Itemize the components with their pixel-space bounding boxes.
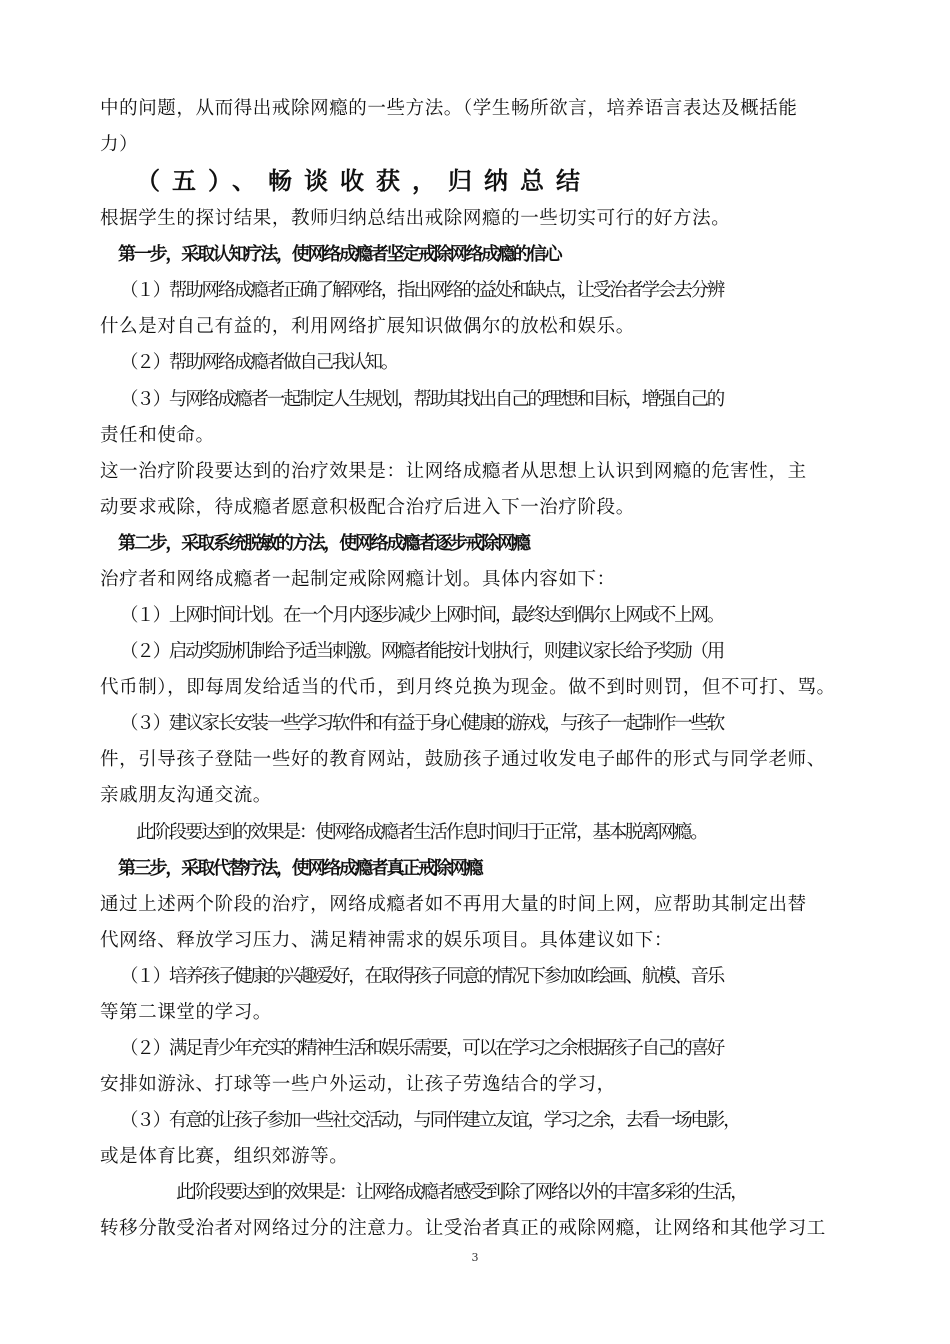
list-item: （１）帮助网络成瘾者正确了解网络，指出网络的益处和缺点，让受治者学会去分辨 <box>120 280 724 301</box>
text-line: 治疗者和网络成瘾者一起制定戒除网瘾计划。具体内容如下： <box>100 569 616 590</box>
text-line: 等第二课堂的学习。 <box>100 1002 272 1023</box>
text-line: 根据学生的探讨结果，教师归纳总结出戒除网瘾的一些切实可行的好方法。 <box>100 208 731 229</box>
step-heading: 第一步，采取认知疗法，使网络成瘾者坚定戒除网络成瘾的信心 <box>118 244 561 265</box>
text-line: 中的问题，从而得出戒除网瘾的一些方法。（学生畅所欲言，培养语言表达及概括能 <box>100 98 798 119</box>
text-line: 责任和使命。 <box>100 425 215 446</box>
text-line: 代币制），即每周发给适当的代币，到月终兑换为现金。做不到时则罚，但不可打、骂。 <box>100 677 836 698</box>
list-item: （１）上网时间计划。在一个月内逐步减少上网时间，最终达到偶尔上网或不上网。 <box>120 605 724 626</box>
text-line: 亲戚朋友沟通交流。 <box>100 785 272 806</box>
text-line: 件，引导孩子登陆一些好的教育网站，鼓励孩子通过收发电子邮件的形式与同学老师、 <box>100 749 826 770</box>
text-line: 此阶段要达到的效果是：使网络成瘾者生活作息时间归于正常，基本脱离网瘾。 <box>136 822 707 843</box>
text-line: 通过上述两个阶段的治疗，网络成瘾者如不再用大量的时间上网，应帮助其制定出替 <box>100 894 807 915</box>
text-line: 此阶段要达到的效果是：让网络成瘾者感受到除了网络以外的丰富多彩的生活， <box>176 1182 747 1203</box>
list-item: （２）满足青少年充实的精神生活和娱乐需要，可以在学习之余根据孩子自己的喜好 <box>120 1038 724 1059</box>
text-line: 安排如游泳、打球等一些户外运动，让孩子劳逸结合的学习， <box>100 1074 616 1095</box>
list-item: （３）建议家长安装一些学习软件和有益于身心健康的游戏，与孩子一起制作一些软 <box>120 713 724 734</box>
text-line: 什么是对自己有益的，利用网络扩展知识做偶尔的放松和娱乐。 <box>100 316 635 337</box>
list-item: （１）培养孩子健康的兴趣爱好，在取得孩子同意的情况下参加如绘画、航模、音乐 <box>120 966 724 987</box>
step-heading: 第三步，采取代替疗法，使网络成瘾者真正戒除网瘾 <box>118 858 482 879</box>
list-item: （３）有意的让孩子参加一些社交活动，与同伴建立友谊，学习之余，去看一场电影， <box>120 1110 740 1131</box>
list-item: （３）与网络成瘾者一起制定人生规划，帮助其找出自己的理想和目标，增强自己的 <box>120 389 724 410</box>
step-heading: 第二步，采取系统脱敏的方法，使网络成瘾者逐步戒除网瘾 <box>118 533 529 554</box>
text-line: 这一治疗阶段要达到的治疗效果是：让网络成瘾者从思想上认识到网瘾的危害性，主 <box>100 461 807 482</box>
list-item: （２）启动奖励机制给予适当刺激。网瘾者能按计划执行，则建议家长给予奖励（用 <box>120 641 724 662</box>
text-line: 力） <box>100 134 139 155</box>
text-line: 代网络、释放学习压力、满足精神需求的娱乐项目。具体建议如下： <box>100 930 674 951</box>
text-line: 或是体育比赛，组织郊游等。 <box>100 1146 349 1167</box>
text-line: 动要求戒除，待成瘾者愿意积极配合治疗后进入下一治疗阶段。 <box>100 497 635 518</box>
page-number: 3 <box>471 1251 479 1264</box>
text-line: 转移分散受治者对网络过分的注意力。让受治者真正的戒除网瘾，让网络和其他学习工 <box>100 1218 826 1239</box>
list-item: （２）帮助网络成瘾者做自己我认知。 <box>120 352 398 373</box>
section-heading: （五）、畅谈收获，归纳总结 <box>136 167 592 195</box>
